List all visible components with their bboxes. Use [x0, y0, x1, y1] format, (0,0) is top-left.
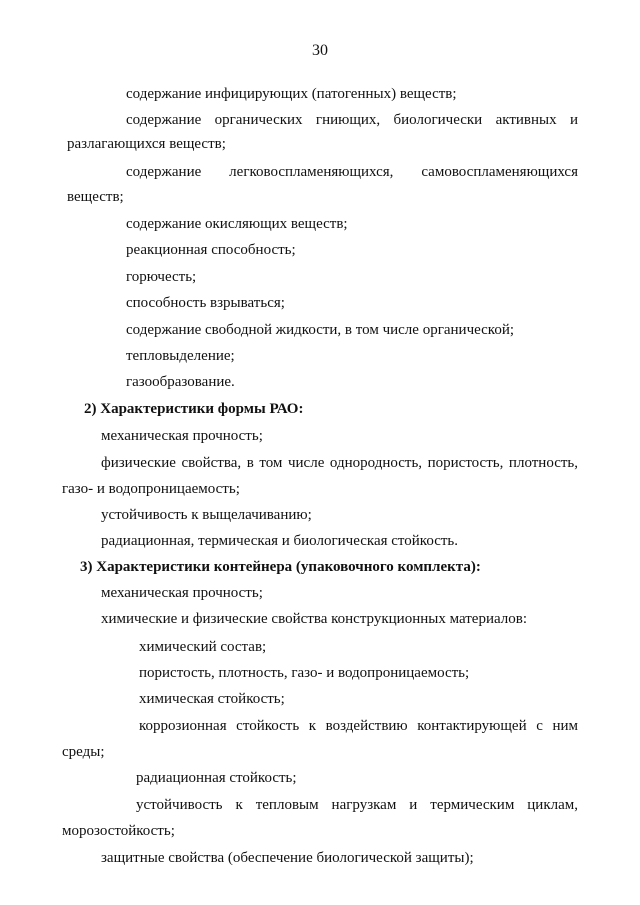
- section-heading: 2) Характеристики формы РАО:: [84, 401, 304, 417]
- sub-list-item: пористость, плотность, газо- и водопроницаемость;: [139, 665, 470, 681]
- list-item: физические свойства, в том числе однородность, пористость, плотность,: [101, 455, 578, 471]
- list-item: защитные свойства (обеспечение биологической защиты);: [101, 850, 474, 866]
- section-heading: 3) Характеристики контейнера (упаковочного комплекта):: [80, 559, 481, 575]
- list-item-continuation: газо- и водопроницаемость;: [62, 481, 240, 497]
- list-item: реакционная способность;: [126, 242, 296, 258]
- sub-list-item: химический состав;: [139, 639, 267, 655]
- list-item: газообразование.: [126, 374, 235, 390]
- sub-list-item-continuation: среды;: [62, 744, 105, 760]
- sub-list-item: устойчивость к тепловым нагрузкам и термическим циклам,: [136, 797, 578, 813]
- sub-list-item: радиационная стойкость;: [136, 770, 297, 786]
- list-item: механическая прочность;: [101, 428, 263, 444]
- list-item: химические и физические свойства конструкционных материалов:: [101, 611, 528, 627]
- list-item: содержание инфицирующих (патогенных) веществ;: [126, 86, 457, 102]
- list-item: содержание свободной жидкости, в том числе органической;: [126, 322, 515, 338]
- sub-list-item: коррозионная стойкость к воздействию контактирующей с ним: [139, 718, 578, 734]
- list-item: содержание легковоспламеняющихся, самовоспламеняющихся: [126, 164, 578, 180]
- list-item: содержание окисляющих веществ;: [126, 216, 348, 232]
- list-item: тепловыделение;: [126, 348, 235, 364]
- list-item: устойчивость к выщелачиванию;: [101, 507, 312, 523]
- list-item: механическая прочность;: [101, 585, 263, 601]
- list-item: содержание органических гниющих, биологически активных и: [126, 112, 578, 128]
- sub-list-item-continuation: морозостойкость;: [62, 823, 175, 839]
- sub-list-item: химическая стойкость;: [139, 691, 285, 707]
- list-item: радиационная, термическая и биологическая стойкость.: [101, 533, 458, 549]
- list-item: способность взрываться;: [126, 295, 285, 311]
- page-number: 30: [312, 42, 328, 59]
- list-item: горючесть;: [126, 269, 197, 285]
- list-item-continuation: веществ;: [67, 189, 124, 205]
- list-item-continuation: разлагающихся веществ;: [67, 136, 226, 152]
